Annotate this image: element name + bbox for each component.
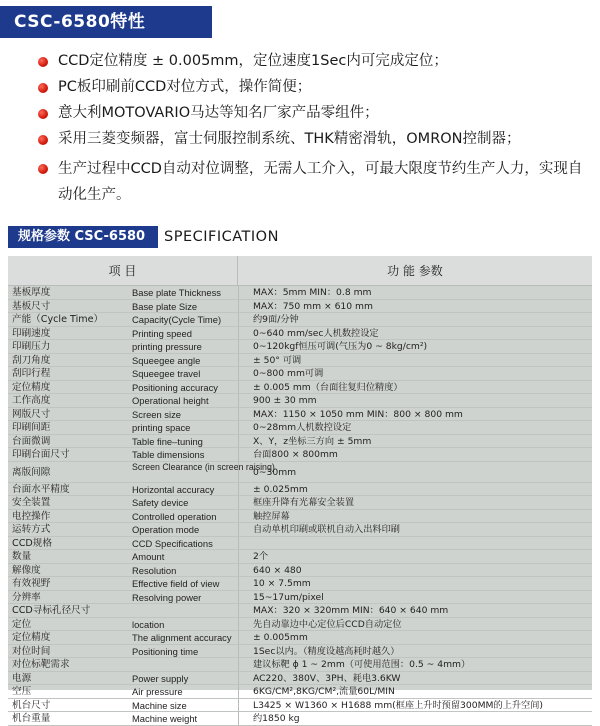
spec-value: 640 × 480 bbox=[238, 564, 592, 577]
spec-value: 触控屏幕 bbox=[238, 510, 592, 523]
spec-value: 10 × 7.5mm bbox=[238, 577, 592, 590]
table-row bbox=[8, 604, 592, 618]
table-row bbox=[8, 618, 592, 632]
spec-value: ± 0.025mm bbox=[238, 483, 592, 496]
table-row bbox=[8, 340, 592, 354]
spec-header bbox=[0, 226, 600, 248]
spec-value: 0~30mm bbox=[238, 462, 592, 482]
spec-name-cn: 机台重量 bbox=[12, 713, 51, 724]
spec-value: 建议标靶 ϕ 1 ~ 2mm（可使用范围：0.5 ~ 4mm） bbox=[238, 658, 592, 671]
table-row bbox=[8, 367, 592, 381]
spec-name-en: The alignment accuracy bbox=[132, 632, 232, 643]
spec-value: 0~28mm人机数控设定 bbox=[238, 421, 592, 434]
spec-name-cn: 印刷压力 bbox=[12, 341, 51, 352]
spec-name-en: Power supply bbox=[132, 672, 189, 684]
spec-value: 15~17um/pixel bbox=[238, 591, 592, 604]
spec-value: ± 0.005 mm（台面往复归位精度） bbox=[238, 381, 592, 394]
table-row bbox=[8, 496, 592, 510]
spec-name-en: Horizontal accuracy bbox=[132, 483, 215, 495]
spec-name-cn: 网版尺寸 bbox=[12, 408, 51, 420]
spec-name-cn: 基板尺寸 bbox=[12, 300, 51, 312]
spec-name-en: Screen Clearance (in screen raising) bbox=[132, 461, 275, 472]
spec-name-cn: 基板厚度 bbox=[12, 287, 51, 298]
spec-name-en: Operational height bbox=[132, 395, 209, 406]
bullet-icon bbox=[38, 57, 48, 67]
spec-name-cn: 离版间隙 bbox=[12, 466, 51, 478]
spec-value bbox=[238, 537, 592, 550]
spec-name-cn: CCD寻标孔径尺寸 bbox=[12, 605, 91, 616]
spec-value: 0~640 mm/sec人机数控设定 bbox=[238, 327, 592, 340]
table-row bbox=[8, 483, 592, 497]
feature-item: CCD定位精度 ± 0.005mm，定位速度1Sec内可完成定位； bbox=[38, 52, 588, 71]
table-row bbox=[8, 510, 592, 524]
spec-name-en: Safety device bbox=[132, 497, 189, 508]
spec-name-cn: 解像度 bbox=[12, 564, 41, 576]
spec-value: 900 ± 30 mm bbox=[238, 394, 592, 407]
table-row bbox=[8, 645, 592, 659]
spec-value: MAX：5mm MIN：0.8 mm bbox=[238, 286, 592, 299]
spec-name-en: Printing speed bbox=[132, 327, 192, 339]
spec-value: L3425 × W1360 × H1688 mm(框座上升时预留300MM的上升空间) bbox=[238, 699, 592, 712]
spec-name-cn: 刮印行程 bbox=[12, 368, 51, 379]
spec-value: 先自动靠边中心定位后CCD自动定位 bbox=[238, 618, 592, 631]
table-row bbox=[8, 523, 592, 537]
spec-value: 1Sec以内。（精度设越高耗时越久） bbox=[238, 645, 592, 658]
spec-value: 0~800 mm可调 bbox=[238, 367, 592, 380]
spec-name-en: Base plate Size bbox=[132, 300, 198, 312]
spec-name-en: Air pressure bbox=[132, 686, 183, 697]
spec-name-en: Squeegee travel bbox=[132, 368, 201, 379]
table-row bbox=[8, 685, 592, 699]
table-row bbox=[8, 394, 592, 408]
bullet-icon bbox=[38, 83, 48, 93]
table-row bbox=[8, 577, 592, 591]
spec-name-cn: 定位精度 bbox=[12, 632, 51, 643]
spec-value: 框座升降有光幕安全装置 bbox=[238, 496, 592, 509]
spec-name-cn: 数量 bbox=[12, 551, 32, 562]
spec-name-en: Resolution bbox=[132, 564, 177, 576]
spec-name-en: Effective field of view bbox=[132, 578, 220, 589]
table-row bbox=[8, 564, 592, 578]
spec-name-cn: 工作高度 bbox=[12, 395, 51, 406]
spec-table bbox=[8, 256, 592, 724]
bullet-icon bbox=[38, 135, 48, 145]
spec-name-en: Amount bbox=[132, 551, 165, 562]
spec-name-cn: 对位标靶需求 bbox=[12, 659, 70, 670]
spec-name-cn: 电源 bbox=[12, 672, 32, 684]
spec-name-en: Squeegee angle bbox=[132, 354, 201, 366]
spec-value: ± 50° 可调 bbox=[238, 354, 592, 367]
spec-name-cn: 安全装置 bbox=[12, 497, 51, 508]
table-row bbox=[8, 448, 592, 462]
table-row bbox=[8, 462, 592, 483]
table-row bbox=[8, 313, 592, 327]
spec-name-cn: 有效视野 bbox=[12, 578, 51, 589]
spec-name-cn: 印刷间距 bbox=[12, 422, 51, 433]
spec-name-cn: 分辨率 bbox=[12, 591, 41, 603]
table-row bbox=[8, 421, 592, 435]
spec-name-cn: 印刷速度 bbox=[12, 327, 51, 339]
spec-name-en: Capacity(Cycle Time) bbox=[132, 314, 222, 325]
feature-item: 采用三菱变频器，富士伺服控制系统、THK精密滑轨，OMRON控制器； bbox=[38, 130, 588, 149]
spec-value: 自动单机印刷或联机自动入出料印刷 bbox=[238, 523, 592, 536]
spec-value: 6KG/CM²,8KG/CM²,流量60L/MIN bbox=[238, 685, 592, 698]
spec-value: ± 0.005mm bbox=[238, 631, 592, 644]
spec-name-cn: CCD规格 bbox=[12, 537, 52, 549]
spec-value: 2个 bbox=[238, 550, 592, 563]
header-function: 功 能 参数 bbox=[387, 264, 443, 278]
feature-list bbox=[38, 52, 588, 215]
spec-name-en: Machine size bbox=[132, 699, 187, 711]
spec-name-cn: 运转方式 bbox=[12, 524, 51, 535]
feature-item: 意大利MOTOVARIO马达等知名厂家产品零组件； bbox=[38, 104, 588, 123]
table-row bbox=[8, 327, 592, 341]
spec-name-cn: 对位时间 bbox=[12, 645, 51, 657]
spec-name-en: Positioning time bbox=[132, 645, 199, 657]
spec-name-cn: 台面水平精度 bbox=[12, 483, 70, 495]
spec-value: 约9面/分钟 bbox=[238, 313, 592, 326]
spec-name-en: Table dimensions bbox=[132, 449, 205, 460]
spec-value: 台面800 × 800mm bbox=[238, 448, 592, 461]
spec-name-en: location bbox=[132, 618, 165, 630]
table-row bbox=[8, 699, 592, 713]
spec-name-en: printing space bbox=[132, 422, 191, 433]
table-row bbox=[8, 435, 592, 449]
table-row bbox=[8, 286, 592, 300]
spec-value: 约1850 kg bbox=[238, 712, 592, 725]
table-row bbox=[8, 550, 592, 564]
spec-value: MAX：1150 × 1050 mm MIN：800 × 800 mm bbox=[238, 408, 592, 421]
spec-name-en: Resolving power bbox=[132, 591, 202, 603]
spec-name-en: CCD Specifications bbox=[132, 537, 213, 549]
spec-badge: 规格参数 CSC-6580 bbox=[8, 226, 158, 248]
feature-item: 生产过程中CCD自动对位调整，无需人工介入，可最大限度节约生产人力，实现自动化生产。 bbox=[38, 156, 588, 208]
spec-name-cn: 台面微调 bbox=[12, 435, 51, 447]
table-row bbox=[8, 658, 592, 672]
spec-value: MAX：320 × 320mm MIN：640 × 640 mm bbox=[238, 604, 592, 617]
table-header bbox=[8, 256, 592, 286]
spec-title-en: SPECIFICATION bbox=[164, 229, 279, 245]
bullet-icon bbox=[38, 164, 48, 174]
table-row bbox=[8, 672, 592, 686]
table-body bbox=[8, 286, 592, 726]
spec-name-cn: 定位 bbox=[12, 618, 32, 630]
table-row bbox=[8, 537, 592, 551]
spec-name-en: Table fine–tuning bbox=[132, 435, 203, 447]
table-row bbox=[8, 300, 592, 314]
table-row bbox=[8, 591, 592, 605]
spec-name-cn: 定位精度 bbox=[12, 381, 51, 393]
spec-name-en: Operation mode bbox=[132, 524, 200, 535]
header-item: 项 目 bbox=[8, 256, 238, 285]
table-row bbox=[8, 712, 592, 726]
spec-name-en: printing pressure bbox=[132, 341, 202, 352]
spec-value: 0~120kgf恒压可调(气压为0 ~ 8kg/cm²) bbox=[238, 340, 592, 353]
bullet-icon bbox=[38, 109, 48, 119]
feature-item: PC板印刷前CCD对位方式，操作简便； bbox=[38, 78, 588, 97]
spec-name-cn: 电控操作 bbox=[12, 510, 51, 522]
spec-value: AC220、380V、3PH、耗电3.6KW bbox=[238, 672, 592, 685]
spec-name-en bbox=[128, 658, 238, 671]
spec-name-cn: 印刷台面尺寸 bbox=[12, 449, 70, 460]
table-row bbox=[8, 408, 592, 422]
spec-name-cn: 产能（Cycle Time） bbox=[12, 314, 104, 325]
spec-name-en: Controlled operation bbox=[132, 510, 217, 522]
section-title-banner: CSC-6580特性 bbox=[0, 6, 212, 38]
spec-name-cn: 空压 bbox=[12, 686, 32, 697]
spec-name-en: Screen size bbox=[132, 408, 181, 420]
table-row bbox=[8, 354, 592, 368]
table-row bbox=[8, 381, 592, 395]
spec-name-cn: 刮刀角度 bbox=[12, 354, 51, 366]
spec-name-en: Base plate Thickness bbox=[132, 287, 221, 298]
spec-name-en: Positioning accuracy bbox=[132, 381, 218, 393]
spec-value: MAX：750 mm × 610 mm bbox=[238, 300, 592, 313]
spec-name-en bbox=[128, 604, 238, 617]
spec-name-cn: 机台尺寸 bbox=[12, 699, 51, 711]
spec-value: X、Y，z坐标三方向 ± 5mm bbox=[238, 435, 592, 448]
spec-name-en: Machine weight bbox=[132, 713, 198, 724]
table-row bbox=[8, 631, 592, 645]
